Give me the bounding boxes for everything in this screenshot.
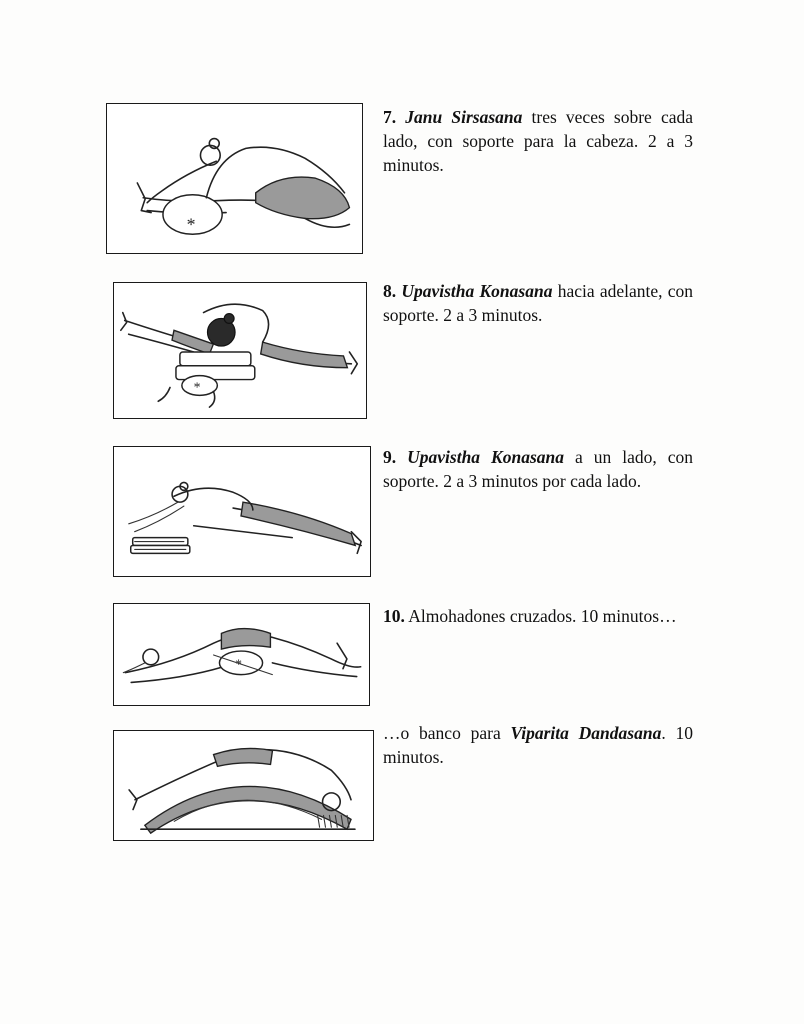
- figure-viparita-dandasana-bench: [113, 730, 374, 841]
- caption-7: [383, 105, 693, 177]
- figure-7-janu-sirsasana: [106, 103, 363, 254]
- item-text: . 10 minutos.: [383, 723, 693, 767]
- figure-10-crossed-bolsters: [113, 603, 370, 706]
- pose-name: Janu Sirsasana: [405, 107, 523, 127]
- figure-9-upavistha-konasana-side: [113, 446, 371, 577]
- item-text: a un lado, con soporte. 2 a 3 minutos por cada lado.: [383, 447, 694, 491]
- viparita-dandasana-bench-icon: [114, 731, 373, 840]
- crossed-bolsters-icon: [114, 604, 369, 705]
- upavistha-konasana-forward-icon: [114, 283, 366, 418]
- item-prefix: …o banco para: [383, 723, 511, 743]
- svg-text:*: *: [193, 379, 201, 395]
- caption-10: [383, 604, 693, 628]
- upavistha-konasana-side-icon: [114, 447, 370, 576]
- item-text: hacia adelante, con soporte. 2 a 3 minutos.: [383, 281, 694, 325]
- item-number: 8.: [383, 281, 397, 301]
- svg-text:*: *: [235, 656, 242, 672]
- item-text: Almohadones cruzados. 10 minutos…: [404, 606, 677, 626]
- caption-8: [383, 279, 693, 327]
- janu-sirsasana-icon: [107, 104, 362, 253]
- item-number: 7.: [383, 107, 397, 127]
- pose-name: Viparita Dandasana: [510, 723, 662, 743]
- item-number: 10.: [383, 606, 405, 626]
- svg-text:*: *: [186, 214, 196, 235]
- item-number: 9.: [383, 447, 397, 467]
- item-text: tres veces sobre cada lado, con soporte para la cabeza. 2 a 3 minutos.: [383, 107, 693, 175]
- pose-name: Upavistha Konasana: [401, 281, 553, 301]
- caption-9: [383, 445, 693, 493]
- caption-viparita-dandasana: [383, 721, 693, 769]
- figure-8-upavistha-konasana-forward: [113, 282, 367, 419]
- pose-name: Upavistha Konasana: [407, 447, 564, 467]
